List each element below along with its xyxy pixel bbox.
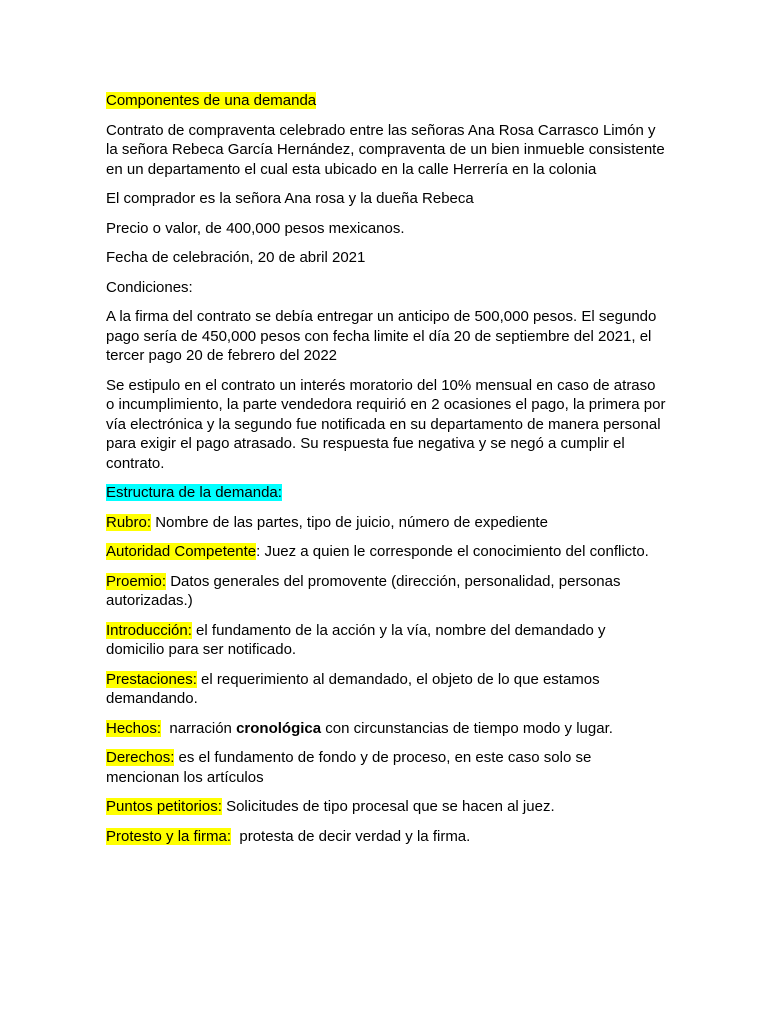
item-term: Prestaciones: [106,670,197,688]
item-term: Proemio: [106,572,167,590]
paragraph-date: Fecha de celebración, 20 de abril 2021 [106,249,366,266]
item-description: el requerimiento al demandado, el objeto de lo que estamos demandando. [106,670,600,707]
item-puntos-petitorios [106,797,666,817]
item-rubro [106,513,666,533]
item-autoridad-competente [106,542,666,562]
item-proemio [106,572,666,611]
structure-heading-paragraph [106,483,666,503]
paragraph-contract: Contrato de compraventa celebrado entre las señoras Ana Rosa Carrasco Limón y la señora Rebeca García Hernández, compraventa de un bien inmueble consistente en un departamento el cual esta ubicado en la calle Herrería en la colonia [106,121,665,178]
item-description-bold: cronológica [236,719,322,737]
structure-heading: Estructura de la demanda: [106,484,282,501]
item-term: Autoridad Competente [106,543,257,560]
paragraph-buyer: El comprador es la señora Ana rosa y la dueña Rebeca [106,190,474,207]
item-description: Datos generales del promovente (dirección, personalidad, personas autorizadas.) [106,572,621,609]
item-description: Solicitudes de tipo procesal que se hacen al juez. [221,798,555,815]
item-prestaciones [106,670,666,709]
item-description: : Juez a quien le corresponde el conocimiento del conflicto. [256,543,649,560]
item-description-pre: narración [161,719,237,737]
item-term: Protesto y la firma: [106,827,232,845]
item-description: protesta de decir verdad y la firma. [231,827,471,845]
item-term: Introducción: [106,621,192,639]
item-term: Rubro: [106,513,152,531]
item-protesto-firma [106,827,666,847]
item-description: Nombre de las partes, tipo de juicio, número de expediente [151,513,548,531]
item-description: el fundamento de la acción y la vía, nombre del demandado y domicilio para ser notificado. [106,621,606,658]
item-term: Hechos: [106,719,162,737]
paragraph-interest: Se estipulo en el contrato un interés moratorio del 10% mensual en caso de atraso o incumplimiento, la parte vendedora requirió en 2 ocasiones el pago, la primera por vía electrónica y la segundo fue notificada en su departamento de manera personal para exigir el pago atrasado. Su respuesta fue negativa y se negó a cumplir el contrato. [106,376,666,472]
document-page [106,91,666,856]
paragraph-conditions-label: Condiciones: [106,278,193,296]
title-paragraph [106,91,666,111]
item-description: es el fundamento de fondo y de proceso, en este caso solo se mencionan los artículos [106,749,592,786]
item-introduccion [106,621,666,660]
paragraph-payments: A la firma del contrato se debía entregar un anticipo de 500,000 pesos. El segundo pago sería de 450,000 pesos con fecha limite el día 20 de septiembre del 2021, el tercer pago 20 de febrero del 2022 [106,308,657,364]
item-hechos [106,719,666,739]
item-derechos [106,748,666,787]
document-title: Componentes de una demanda [106,92,317,109]
item-term: Puntos petitorios: [106,798,222,815]
paragraph-price: Precio o valor, de 400,000 pesos mexicanos. [106,219,405,237]
item-term: Derechos: [106,749,175,766]
item-description-post: con circunstancias de tiempo modo y lugar. [321,719,613,737]
